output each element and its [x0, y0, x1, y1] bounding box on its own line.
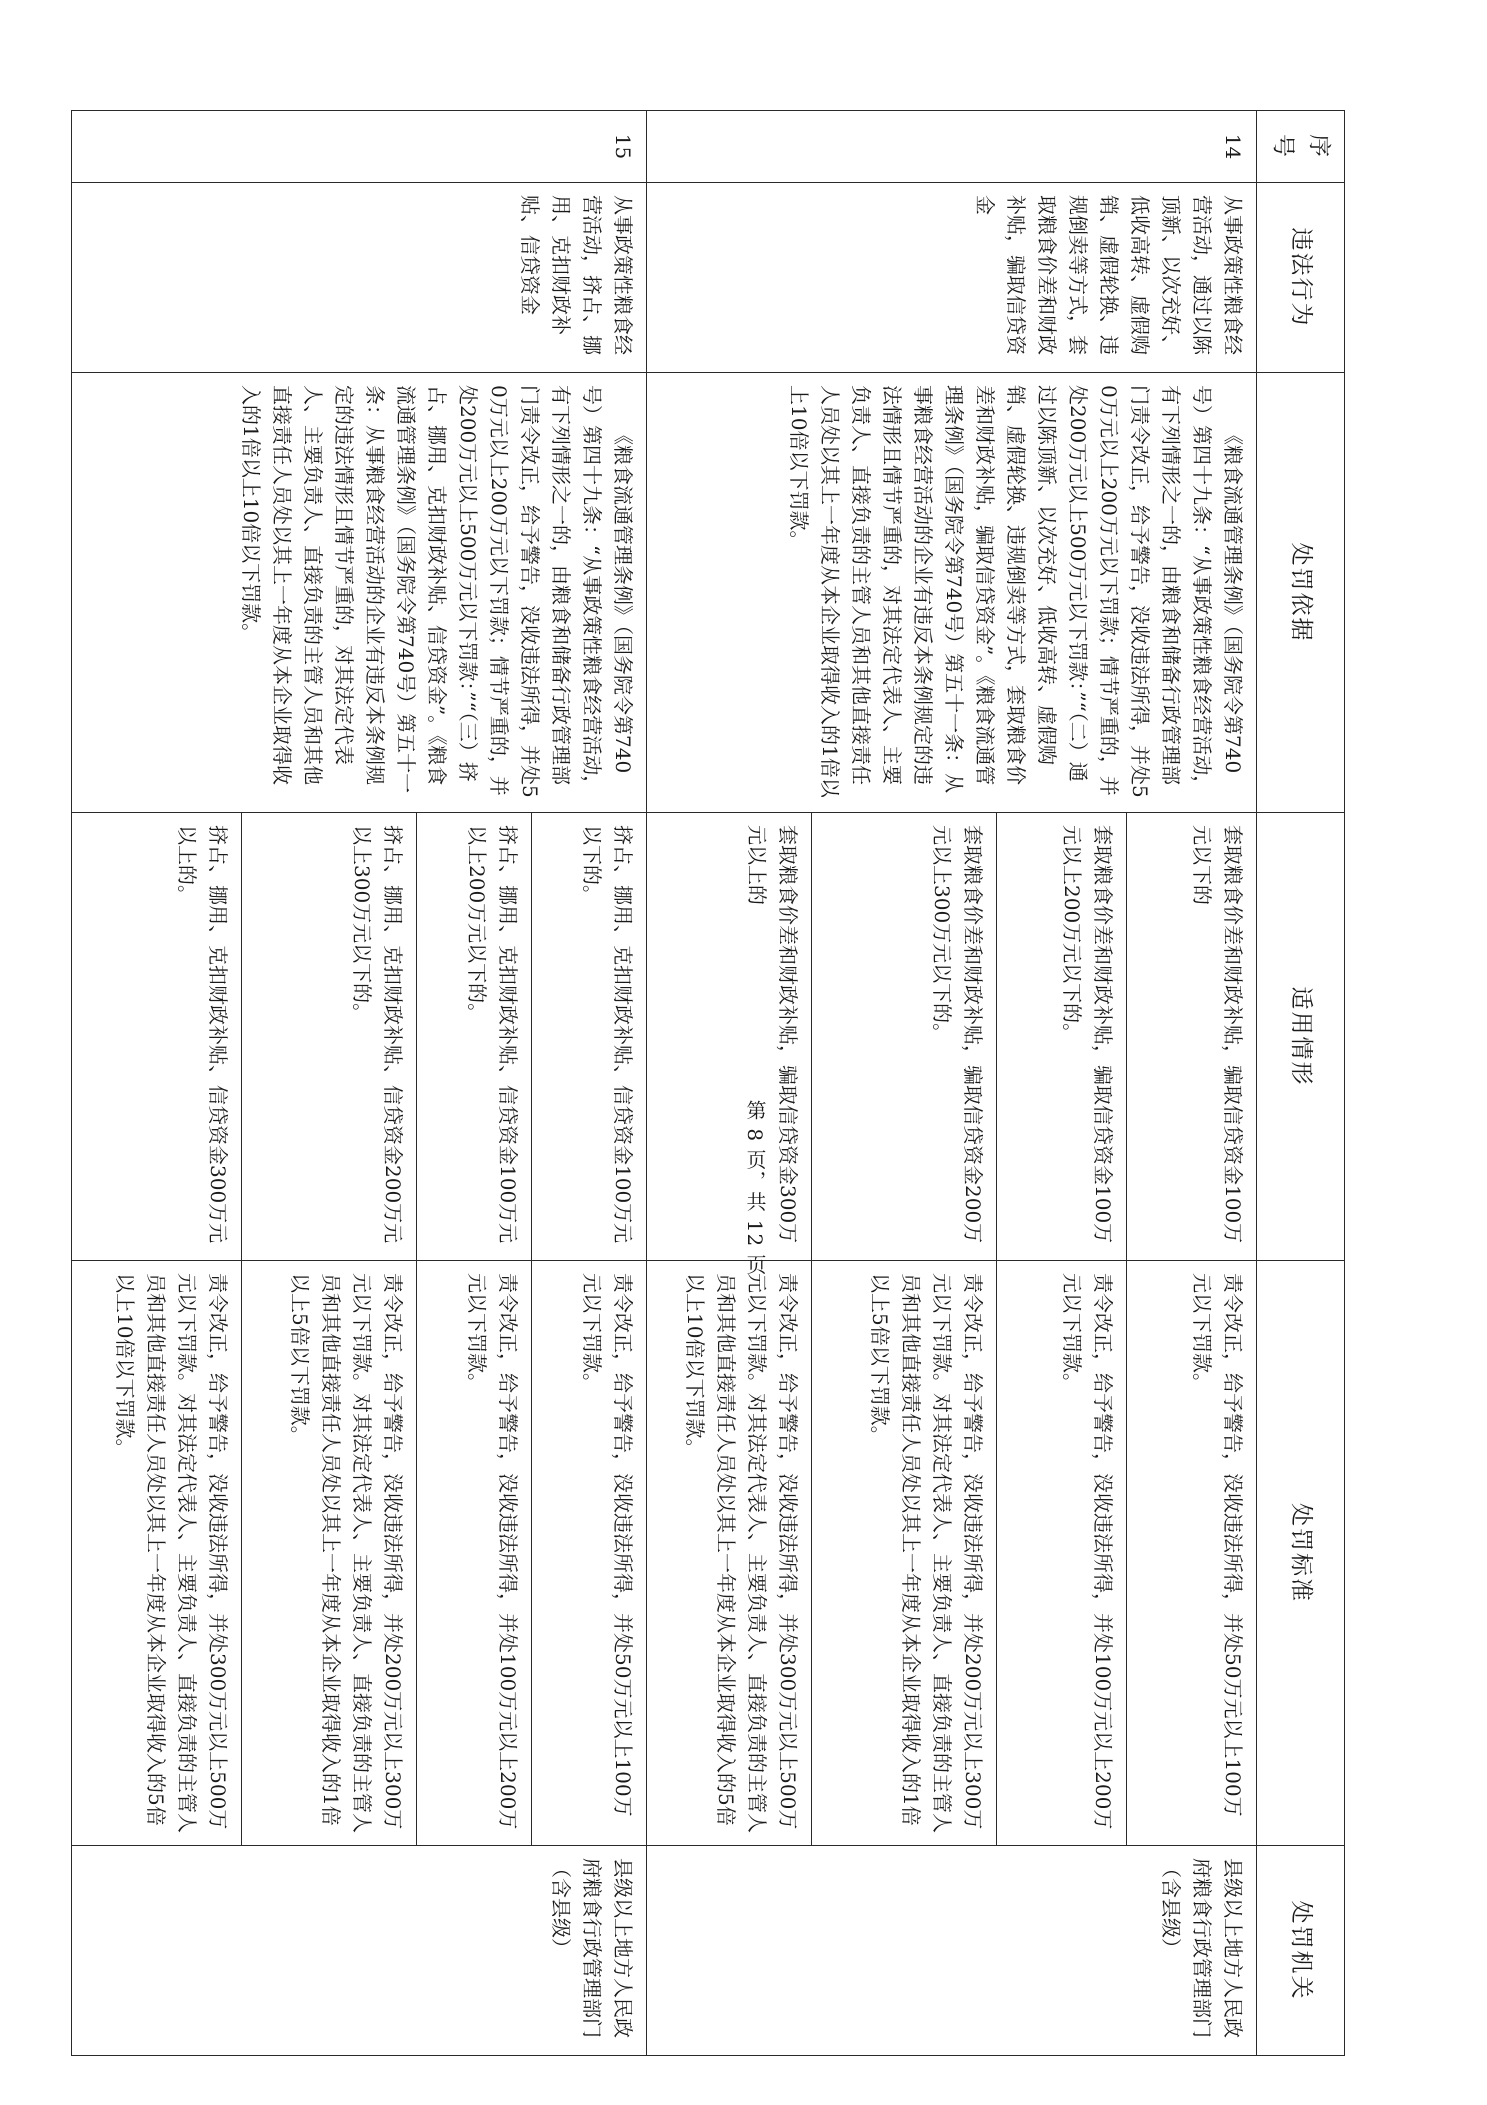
row-circumstance: 挤占、挪用、克扣财政补贴、信贷资金200万元以上300万元以下的。 — [241, 813, 416, 1261]
header-authority: 处罚机关 — [1256, 1846, 1344, 2056]
row-circumstance: 挤占、挪用、克扣财政补贴、信贷资金300万元以上的。 — [71, 813, 241, 1261]
row-circumstance: 挤占、挪用、克扣财政补贴、信贷资金100万元以下的。 — [531, 813, 646, 1261]
table-header-row — [1256, 111, 1344, 2056]
row-violation: 从事政策性粮食经营活动，挤占、挪用、克扣财政补贴、信贷资金 — [71, 183, 646, 373]
row-standard: 责令改正，给予警告，没收违法所得，并处50万元以上100万元以下罚款。 — [531, 1261, 646, 1846]
row-standard: 责令改正，给予警告，没收违法所得，并处100万元以上200万元以下罚款。 — [996, 1261, 1126, 1846]
penalty-standards-table — [71, 110, 1345, 2056]
row-circumstance: 挤占、挪用、克扣财政补贴、信贷资金100万元以上200万元以下的。 — [416, 813, 531, 1261]
row-seq: 15 — [71, 111, 646, 183]
header-circumstance: 适用情形 — [1256, 813, 1344, 1261]
table-row — [1126, 111, 1256, 2056]
row-standard: 责令改正，给予警告，没收违法所得，并处300万元以上500万元以下罚款。对其法定代表人、主要负责人、直接负责的主管人员和其他直接责任人员处以其上一年度从本企业取得收入的5倍以上10倍以下罚款。 — [71, 1261, 241, 1846]
row-violation: 从事政策性粮食经营活动，通过以陈顶新、以次充好、低收高转、虚假购销、虚假轮换、违规倒卖等方式，套取粮食价差和财政补贴，骗取信贷资金 — [646, 183, 1256, 373]
rotated-page-content — [112, 110, 1345, 2055]
header-basis: 处罚依据 — [1256, 373, 1344, 813]
row-standard: 责令改正，给予警告，没收违法所得，并处300万元以上500万元以下罚款。对其法定代表人、主要负责人、直接负责的主管人员和其他直接责任人员处以其上一年度从本企业取得收入的5倍以上10倍以下罚款。 — [646, 1261, 811, 1846]
row-standard: 责令改正，给予警告，没收违法所得，并处100万元以上200万元以下罚款。 — [416, 1261, 531, 1846]
row-standard: 责令改正，给予警告，没收违法所得，并处50万元以上100万元以下罚款。 — [1126, 1261, 1256, 1846]
header-standard: 处罚标准 — [1256, 1261, 1344, 1846]
page-number: 第 8 页，共 12 页 — [743, 1100, 767, 1276]
row-circumstance: 套取粮食价差和财政补贴，骗取信贷资金300万元以上的 — [646, 813, 811, 1261]
header-seq: 序号 — [1256, 111, 1344, 183]
row-circumstance: 套取粮食价差和财政补贴，骗取信贷资金100万元以上200万元以下的。 — [996, 813, 1126, 1261]
row-authority: 县级以上地方人民政府粮食行政管理部门（含县级） — [71, 1846, 646, 2056]
row-circumstance: 套取粮食价差和财政补贴，骗取信贷资金200万元以上300万元以下的。 — [811, 813, 996, 1261]
row-basis: 《粮食流通管理条例》（国务院令第740号）第四十九条：“从事政策性粮食经营活动，有下列情形之一的，由粮食和储备行政管理部门责令改正，给予警告，没收违法所得，并处50万元以上200万元以下罚款；情节严重的，并处200万元以上500万元以下罚款：”“（三）挤占、挪用、克扣财政补贴、信贷资金”。《粮食流通管理条例》（国务院令第740号）第五十一条：从事粮食经营活动的企业有违反本条例规定的违法情形且情节严重的，对其法定代表人、主要负责人、直接负责的主管人员和其他直接责任人员处以其上一年度从本企业取得收入的1倍以上10倍以下罚款。 — [71, 373, 646, 813]
row-seq: 14 — [646, 111, 1256, 183]
row-basis: 《粮食流通管理条例》（国务院令第740号）第四十九条：“从事政策性粮食经营活动，有下列情形之一的，由粮食和储备行政管理部门责令改正，给予警告，没收违法所得，并处50万元以上200万元以下罚款；情节严重的，并处200万元以上500万元以下罚款：”“（二）通过以陈顶新、以次充好、低收高转、虚假购销、虚假轮换、违规倒卖等方式，套取粮食价差和财政补贴，骗取信贷资金”。《粮食流通管理条例》（国务院令第740号）第五十一条：从事粮食经营活动的企业有违反本条例规定的违法情形且情节严重的，对其法定代表人、主要负责人、直接负责的主管人员和其他直接责任人员处以其上一年度从本企业取得收入的1倍以上10倍以下罚款。 — [646, 373, 1256, 813]
header-violation: 违法行为 — [1256, 183, 1344, 373]
table-row — [531, 111, 646, 2056]
row-standard: 责令改正，给予警告，没收违法所得，并处200万元以上300万元以下罚款。对其法定代表人、主要负责人、直接负责的主管人员和其他直接责任人员处以其上一年度从本企业取得收入的1倍以上5倍以下罚款。 — [811, 1261, 996, 1846]
row-authority: 县级以上地方人民政府粮食行政管理部门（含县级） — [646, 1846, 1256, 2056]
row-circumstance: 套取粮食价差和财政补贴，骗取信贷资金100万元以下的 — [1126, 813, 1256, 1261]
row-standard: 责令改正，给予警告，没收违法所得，并处200万元以上300万元以下罚款。对其法定代表人、主要负责人、直接负责的主管人员和其他直接责任人员处以其上一年度从本企业取得收入的1倍以上5倍以下罚款。 — [241, 1261, 416, 1846]
